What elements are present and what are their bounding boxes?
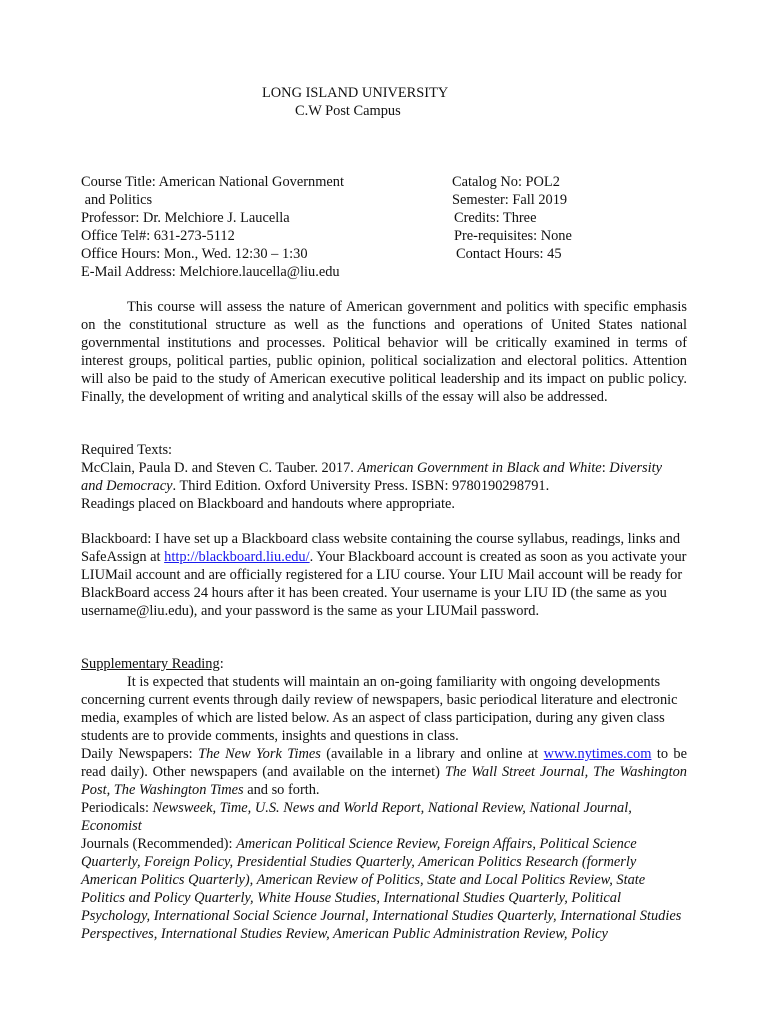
prerequisites: Pre-requisites: None [454, 228, 572, 244]
supplementary-heading-line [81, 655, 687, 673]
journals [81, 835, 687, 943]
citation-publisher: . Third Edition. Oxford University Press. ISBN: 9780190298791. [172, 478, 550, 494]
professor: Professor: Dr. Melchiore J. Laucella [81, 210, 290, 226]
supplementary-heading-colon: : [219, 656, 224, 672]
required-texts-section [81, 441, 687, 513]
supplementary-intro: It is expected that students will maintain an on-going familiarity with ongoing developments concerning current events through daily review of newspapers, basic periodical literature and electronic media, examples of which are listed below. As an aspect of class participation, during any given class students are to provide comments, insights and questions in class. [81, 674, 678, 744]
citation-subtitle: Diversity and Democracy [81, 460, 663, 494]
newspaper-nyt: The New York Times [198, 746, 321, 762]
office-tel: Office Tel#: 631-273-5112 [81, 228, 235, 244]
required-text-citation [81, 459, 687, 495]
newspapers-text-cont: to be read daily). Other newspapers (and available on the internet) [81, 746, 687, 780]
periodicals-list: Newsweek, Time, U.S. News and World Report, National Review, National Journal, Economist [81, 800, 632, 834]
course-description: This course will assess the nature of American government and politics with specific emphasis on the constitutional structure as well as the functions and operations of United States national governmental institutions and processes. Political behavior will be critically examined in terms of interest groups, political parties, public opinion, political socialization and electoral politics. Attention will also be paid to the study of American executive political leadership and its impact on public policy. Finally, the development of writing and analytical skills of the essay will also be addressed. [81, 299, 687, 405]
newspapers-others: The Wall Street Journal, The Washington Post, The Washington Times [81, 764, 687, 798]
newspapers-label: Daily Newspapers: [81, 746, 199, 762]
email-address: E-Mail Address: Melchiore.laucella@liu.edu [81, 264, 340, 280]
office-hours: Office Hours: Mon., Wed. 12:30 – 1:30 [81, 246, 308, 262]
campus-name: C.W Post Campus [295, 103, 401, 119]
periodicals-label: Periodicals: [81, 800, 153, 816]
blackboard-section [81, 530, 687, 620]
required-texts-heading: Required Texts: [81, 442, 173, 458]
blackboard-text: Blackboard: I have set up a Blackboard class website containing the course syllabus, readings, links and SafeAssign at [81, 531, 681, 565]
newspapers-end: and so forth. [243, 782, 320, 798]
supplementary-heading: Supplementary Reading [81, 656, 220, 672]
periodicals [81, 799, 687, 835]
credits: Credits: Three [454, 210, 537, 226]
university-name: LONG ISLAND UNIVERSITY [262, 85, 449, 101]
journals-list: American Political Science Review, Foreign Affairs, Political Science Quarterly, Foreign Policy, Presidential Studies Quarterly, American Politics Research (formerly American Politics Quarterly), American Review of Politics, State and Local Politics Review, State Politics and Policy Quarterly, White House Studies, International Studies Quarterly, Political Psychology, International Social Science Journal, International Studies Quarterly, International Studies Perspectives, International Studies Review, American Public Administration Review, Policy [81, 836, 682, 942]
course-title: Course Title: American National Government [81, 174, 344, 190]
journals-label: Journals (Recommended): [81, 836, 237, 852]
readings-note: Readings placed on Blackboard and handouts where appropriate. [81, 496, 456, 512]
nytimes-link[interactable]: www.nytimes.com [543, 746, 652, 762]
semester: Semester: Fall 2019 [452, 192, 568, 208]
citation-authors: McClain, Paula D. and Steven C. Tauber. 2017. [81, 460, 358, 476]
citation-colon: : [601, 460, 606, 476]
blackboard-text-cont: . Your Blackboard account is created as soon as you activate your LIUMail account and are officially registered for a LIU course. Your LIU Mail account will be ready for BlackBoard access 24 hours after it has been created. Your username is your LIU ID (the same as you username@liu.edu), and your password is the same as your LIUMail password. [81, 549, 687, 619]
catalog-no: Catalog No: POL2 [452, 174, 560, 190]
newspapers-text: (available in a library and online at [320, 746, 544, 762]
blackboard-link[interactable]: http://blackboard.liu.edu/ [164, 549, 310, 565]
contact-hours: Contact Hours: 45 [456, 246, 562, 262]
daily-newspapers [81, 745, 687, 799]
citation-title: American Government in Black and White [357, 460, 602, 476]
course-title-cont: and Politics [81, 192, 153, 208]
supplementary-section [81, 655, 687, 943]
